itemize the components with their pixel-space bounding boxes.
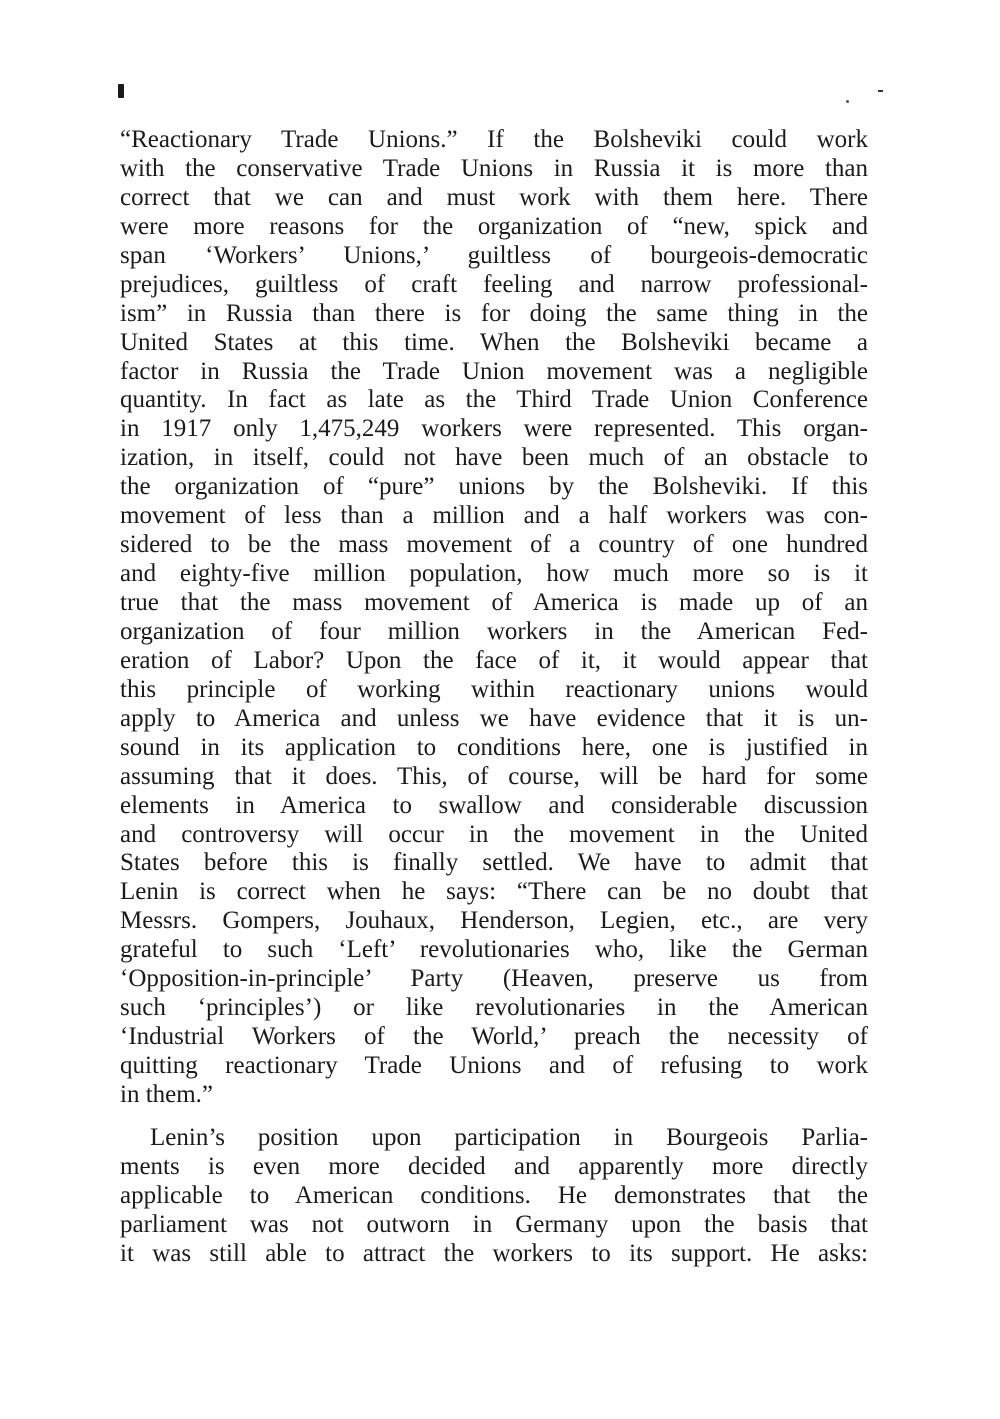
text-line: it was still able to attract the workers to its support. He asks:	[120, 1239, 868, 1267]
text-line: such ‘principles’) or like revolutionaries in the American	[120, 994, 868, 1022]
text-line: grateful to such ‘Left’ revolutionaries who, like the German	[120, 936, 868, 964]
text-line: States before this is finally settled. We have to admit that	[120, 849, 868, 877]
text-line: parliament was not outworn in Germany upon the basis that	[120, 1210, 868, 1238]
text-line: elements in America to swallow and considerable discussion	[120, 791, 868, 819]
text-line: movement of less than a million and a half workers was con-	[120, 502, 868, 530]
text-line: sound in its application to conditions here, one is justified in	[120, 733, 868, 761]
paragraph-reactionary-trade-unions	[120, 126, 868, 1110]
text-line: ‘Opposition-in-principle’ Party (Heaven, preserve us from	[120, 965, 868, 993]
print-speck	[846, 100, 849, 103]
text-line: ization, in itself, could not have been much of an obstacle to	[120, 444, 868, 472]
text-line: this principle of working within reactionary unions would	[120, 675, 868, 703]
text-line: were more reasons for the organization of “new, spick and	[120, 212, 868, 240]
text-line: and controversy will occur in the movement in the United	[120, 820, 868, 848]
print-speck	[878, 90, 883, 92]
text-line: quitting reactionary Trade Unions and of refusing to work	[120, 1052, 868, 1079]
text-line: ‘Industrial Workers of the World,’ preach the necessity of	[120, 1023, 868, 1051]
text-line: ism” in Russia than there is for doing the same thing in the	[120, 299, 868, 327]
text-line: ments is even more decided and apparently more directly	[120, 1152, 868, 1180]
text-line: quantity. In fact as late as the Third Trade Union Conference	[120, 386, 868, 414]
text-line: United States at this time. When the Bolsheviki became a	[120, 328, 868, 356]
text-line: apply to America and unless we have evidence that it is un-	[120, 704, 868, 732]
text-line: eration of Labor? Upon the face of it, it would appear that	[120, 646, 868, 674]
text-line: true that the mass movement of America is made up of an	[120, 589, 868, 616]
text-line: “Reactionary Trade Unions.” If the Bolsheviki could work	[120, 126, 868, 153]
text-line: Messrs. Gompers, Jouhaux, Henderson, Legien, etc., are very	[120, 907, 868, 935]
text-line: Lenin is correct when he says: “There can be no doubt that	[120, 878, 868, 906]
text-line: in 1917 only 1,475,249 workers were represented. This organ-	[120, 415, 868, 443]
text-line: and eighty-five million population, how much more so is it	[120, 560, 868, 588]
text-line: with the conservative Trade Unions in Russia it is more than	[120, 154, 868, 182]
text-line: span ‘Workers’ Unions,’ guiltless of bourgeois-democratic	[120, 241, 868, 269]
text-line: prejudices, guiltless of craft feeling and narrow professional-	[120, 270, 868, 298]
text-line: factor in Russia the Trade Union movement was a negligible	[120, 357, 868, 385]
text-line: organization of four million workers in the American Fed-	[120, 617, 868, 645]
text-line: applicable to American conditions. He demonstrates that the	[120, 1181, 868, 1209]
text-line: sidered to be the mass movement of a country of one hundred	[120, 531, 868, 559]
text-line: correct that we can and must work with them here. There	[120, 183, 868, 211]
page-marker	[118, 84, 124, 98]
text-line: assuming that it does. This, of course, will be hard for some	[120, 762, 868, 790]
text-line: in them.”	[120, 1080, 214, 1108]
text-line: the organization of “pure” unions by the Bolsheviki. If this	[120, 473, 868, 501]
paragraph-bourgeois-parliaments	[120, 1124, 868, 1269]
text-line: Lenin’s position upon participation in Bourgeois Parlia-	[150, 1124, 868, 1151]
